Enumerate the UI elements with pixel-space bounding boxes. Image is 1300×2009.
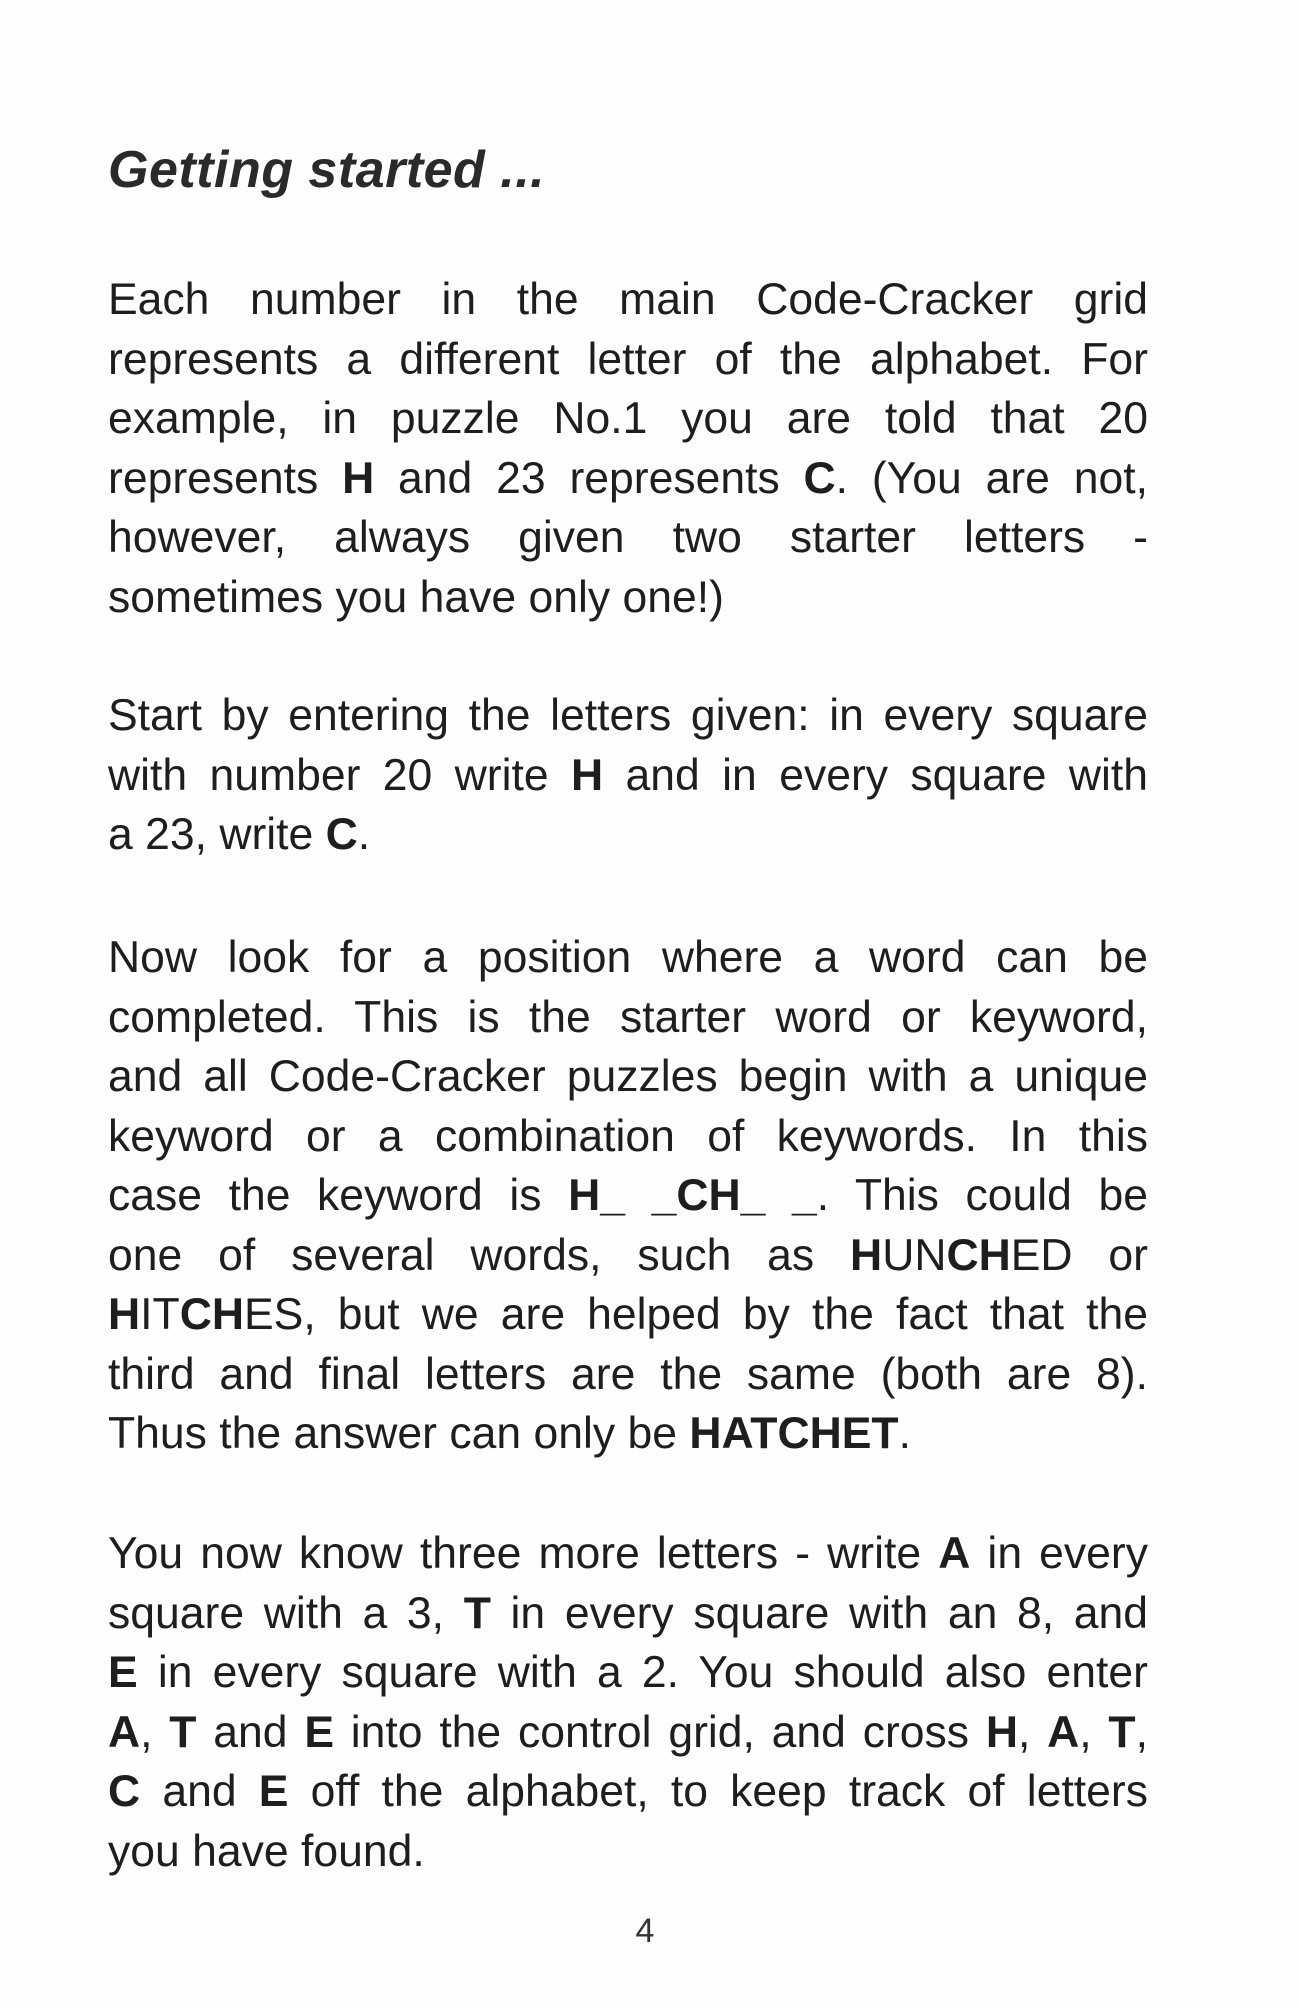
text-line: one of several words, such as HUNCHED or <box>108 1230 1148 1280</box>
text-line: C and E off the alphabet, to keep track of letters <box>108 1767 1148 1816</box>
text-line: a 23, write C. <box>108 810 371 859</box>
text-line: keyword or a combination of keywords. In this <box>108 1111 1148 1161</box>
text-line: represents a different letter of the alphabet. For <box>108 334 1148 384</box>
text-line: case the keyword is H_ _CH_ _. This could be <box>108 1171 1148 1220</box>
text-line: completed. This is the starter word or keyword, <box>108 992 1148 1042</box>
text-line: represents H and 23 represents C. (You are not, <box>108 453 1148 503</box>
paragraph-intro <box>108 270 1148 627</box>
paragraph-keyword <box>108 928 1148 1464</box>
text-line: with number 20 write H and in every square with <box>108 750 1148 800</box>
text-line: You now know three more letters - write A in every <box>108 1529 1148 1578</box>
text-line: and all Code-Cracker puzzles begin with a unique <box>108 1052 1148 1101</box>
paragraph-next-letters <box>108 1524 1148 1881</box>
section-heading: Getting started ... <box>108 141 546 199</box>
text-line: you have found. <box>108 1826 425 1876</box>
text-line: third and final letters are the same (both are 8). <box>108 1349 1148 1399</box>
text-line: sometimes you have only one!) <box>108 572 724 622</box>
text-line: E in every square with a 2. You should also enter <box>108 1648 1148 1697</box>
paragraph-start <box>108 686 1148 865</box>
text-line: Start by entering the letters given: in every square <box>108 691 1148 740</box>
text-line: however, always given two starter letters - <box>108 513 1148 562</box>
text-line: Now look for a position where a word can be <box>108 933 1148 982</box>
text-line: Each number in the main Code-Cracker grid <box>108 275 1148 324</box>
page-number: 4 <box>635 1912 655 1950</box>
text-line: HITCHES, but we are helped by the fact that the <box>108 1290 1148 1339</box>
text-line: Thus the answer can only be HATCHET. <box>108 1409 911 1458</box>
text-line: square with a 3, T in every square with an 8, and <box>108 1588 1149 1638</box>
text-line: example, in puzzle No.1 you are told that 20 <box>108 394 1148 443</box>
text-line: A, T and E into the control grid, and cross H, A, T, <box>108 1707 1148 1757</box>
